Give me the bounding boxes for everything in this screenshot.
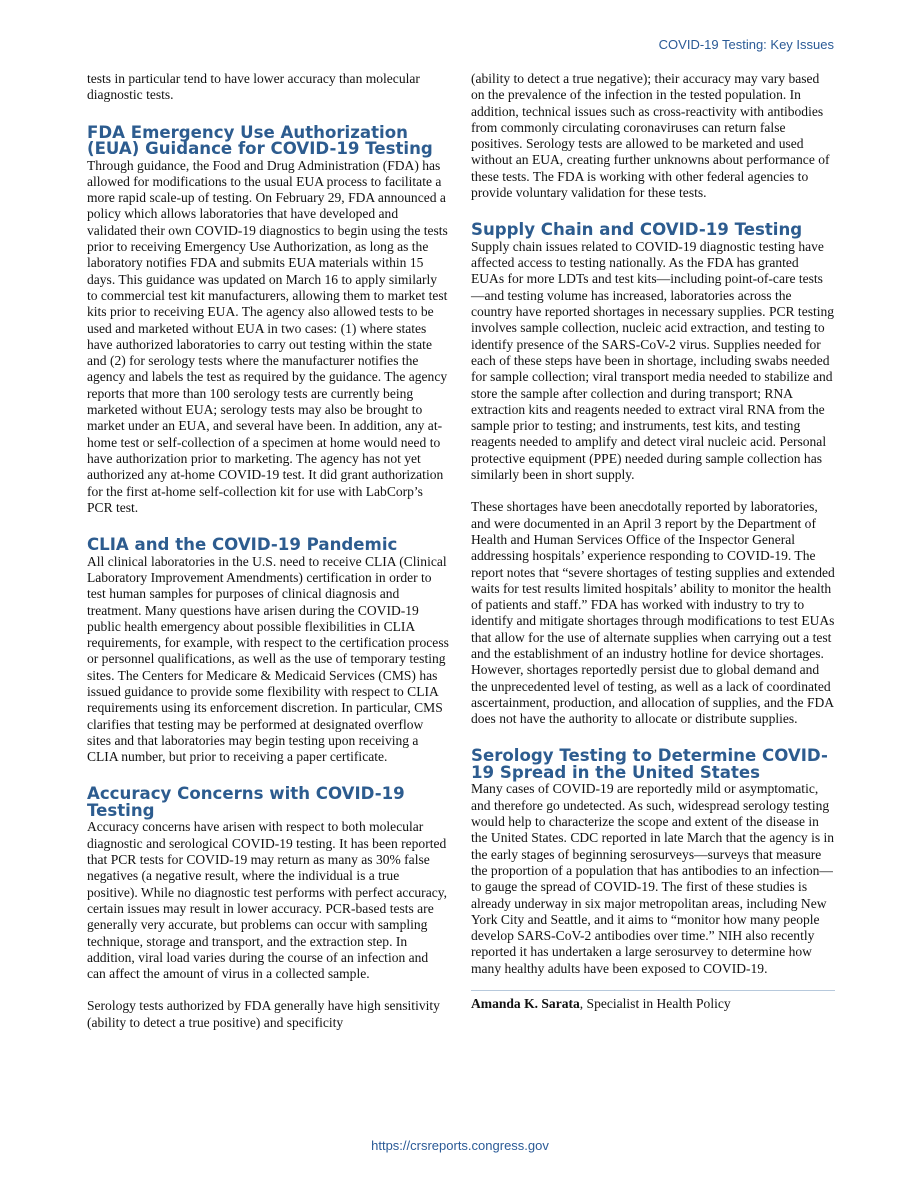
right-column [471, 71, 835, 1012]
accuracy-heading: Accuracy Concerns with COVID-19 Testing [87, 784, 405, 820]
serology-paragraph: Many cases of COVID-19 are reportedly mild or asymptomatic, and therefore go undetected. As such, widespread serology testing would help to characterize the scope and extent of the disease in the United States. CDC reported in late March that the agency is in the early stages of beginning serosurveys—surveys that measure the proportion of a population that has antibodies to an infection—to gauge the spread of COVID-19. The first of these studies is already underway in six major metropolitan areas, including New York City and Seattle, and it aims to “monitor how many people develop SARS-CoV-2 antibodies over time.” NIH also recently reported it has undertaken a large serosurvey to determine how many healthy adults have been exposed to COVID-19. [471, 781, 835, 976]
serology-heading: Serology Testing to Determine COVID-19 Spread in the United States [471, 746, 828, 782]
clia-heading: CLIA and the COVID-19 Pandemic [87, 535, 398, 555]
left-column [87, 71, 449, 1031]
supply-paragraph-1: Supply chain issues related to COVID-19 diagnostic testing have affected access to testing nationally. As the FDA has granted EUAs for more LDTs and test kits—including point-of-care tests—and testing volume has increased, laboratories across the country have reported shortages in necessary supplies. PCR testing involves sample collection, nucleic acid extraction, and testing to identify presence of the SARS-CoV-2 virus. Supplies needed for each of these steps have been in shortage, including swabs needed for sample collection; viral transport media needed to stabilize and store the sample after collection and during transport; RNA extraction kits and reagents needed to extract viral RNA from the sample prior to testing; and instruments, test kits, and testing reagents needed to amplify and detect viral nucleic acid. Personal protective equipment (PPE) needed during sample collection has similarly been in short supply. [471, 238, 835, 483]
footer-url[interactable]: https://crsreports.congress.gov [371, 1138, 549, 1153]
eua-heading: FDA Emergency Use Authorization (EUA) Guidance for COVID-19 Testing [87, 122, 433, 159]
eua-section [87, 122, 449, 517]
accuracy-paragraph-2: Serology tests authorized by FDA generally have high sensitivity (ability to detect a true positive) and specificity [87, 998, 440, 1030]
accuracy-section [87, 786, 449, 1031]
eua-paragraph: Through guidance, the Food and Drug Administration (FDA) has allowed for modifications to the usual EUA process to facilitate a more rapid scale-up of testing. On February 29, FDA announced a policy which allows laboratories that have developed and validated their own COVID-19 diagnostics to begin using the tests prior to receiving Emergency Use Authorization, as long as the laboratory notifies FDA and submits EUA materials within 15 days. This guidance was updated on March 16 to apply similarly to commercial test kit manufacturers, allowing them to market test kits prior to receiving EUA. The agency also allowed tests to be used and marketed without EUA in two cases: (1) where states have authorized laboratories to carry out testing within the state and (2) for serology tests where the manufacturer notifies the agency and labels the test as required by the guidance. The agency reports that more than 100 serology tests are currently being marketed without EUA; serology tests may also be brought to market under an EUA, and several have been. In addition, any at-home test or self-collection of a specimen at home would need to have authorization prior to marketing. The agency has not yet authorized any at-home COVID-19 test. It did grant authorization for the first at-home self-collection kit for use with LabCorp’s PCR test. [87, 157, 448, 515]
continuation-paragraph: (ability to detect a true negative); their accuracy may vary based on the prevalence of the infection in the tested population. In addition, technical issues such as cross-reactivity with antibodies from commonly circulating coronaviruses can return false positives. Serology tests are allowed to be marketed and used without an EUA, creating further unknowns about performance of these tests. The FDA is working with other federal agencies to provide voluntary validation for these tests. [471, 71, 830, 201]
author-line [471, 996, 835, 1012]
author-block [471, 990, 835, 1012]
continuation-section [471, 71, 835, 201]
supply-heading: Supply Chain and COVID-19 Testing [471, 220, 803, 240]
clia-section [87, 537, 449, 765]
intro-paragraph: tests in particular tend to have lower accuracy than molecular diagnostic tests. [87, 71, 420, 103]
serology-section [471, 748, 835, 977]
clia-paragraph: All clinical laboratories in the U.S. need to receive CLIA (Clinical Laboratory Improvement Amendments) certification in order to test human samples for purposes of clinical diagnosis and treatment. Many questions have arisen during the COVID-19 public health emergency about possible flexibilities in CLIA requirements, for example, with respect to the certification process or personnel qualifications, as well as the use of temporary testing sites. The Centers for Medicare & Medicaid Services (CMS) has issued guidance to provide some flexibility with respect to CLIA requirements using its enforcement discretion. In particular, CMS clarifies that testing may be performed at designated overflow sites and that laboratories may begin testing upon receiving a CLIA number, but prior to receiving a paper certificate. [87, 553, 449, 765]
supply-section [471, 222, 835, 727]
author-title: , Specialist in Health Policy [579, 996, 731, 1012]
intro-section [87, 71, 449, 104]
running-header: COVID-19 Testing: Key Issues [658, 37, 834, 52]
supply-paragraph-2: These shortages have been anecdotally reported by laboratories, and were documented in an April 3 report by the Department of Health and Human Services Office of the Inspector General addressing hospitals’ experience responding to COVID-19. The report notes that “severe shortages of testing supplies and extended waits for test results limited hospitals’ ability to monitor the health of patients and staff.” FDA has worked with industry to try to identify and mitigate shortages through modifications to test EUAs that allow for the use of alternate supplies when carrying out a test and the establishment of an industry hotline for device shortages. However, shortages reportedly persist due to global demand and the unprecedented level of testing, as well as a lack of coordinated ascertainment, production, and allocation of supplies, and the FDA does not have the authority to allocate or distribute supplies. [471, 499, 835, 727]
accuracy-paragraph-1: Accuracy concerns have arisen with respect to both molecular diagnostic and serological COVID-19 testing. It has been reported that PCR tests for COVID-19 may return as many as 30% false negatives (a negative result, where the individual is a true positive). While no diagnostic test performs with perfect accuracy, certain issues may result in lower accuracy. PCR-based tests are generally very accurate, but problems can occur with sampling technique, storage and transport, and the extraction step. In addition, viral load varies during the course of an infection and can affect the amount of virus in a collected sample. [87, 819, 447, 982]
author-name: Amanda K. Sarata [471, 996, 580, 1012]
